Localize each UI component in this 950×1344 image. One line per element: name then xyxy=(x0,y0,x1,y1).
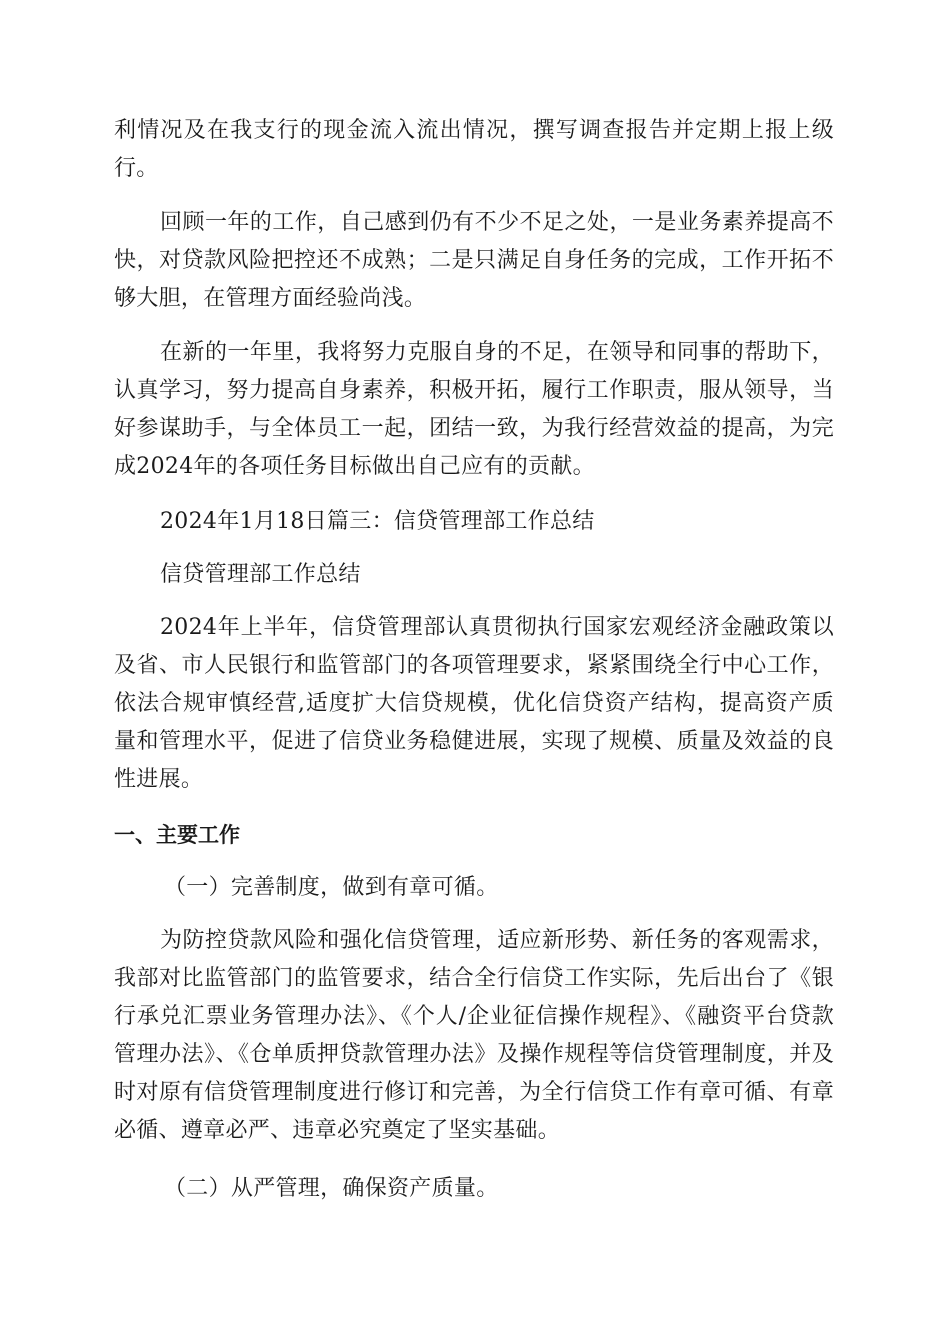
section-heading: 一、主要工作 xyxy=(114,823,240,847)
subheading-2: （二）从严管理，确保资产质量。 xyxy=(164,1176,499,1201)
paragraph-3: 在新的一年里，我将努力克服自身的不足，在领导和同事的帮助下，认真学习，努力提高自身素养，积极开拓，履行工作职责，服从领导，当好参谋助手，与全体员工一起，团结一致，为我行经营效益的提高，为完成2024年的各项任务目标做出自己应有的贡献。 xyxy=(114,340,834,479)
subheading-1: （一）完善制度，做到有章可循。 xyxy=(164,875,499,900)
paragraph-6: 2024年上半年，信贷管理部认真贯彻执行国家宏观经济金融政策以及省、市人民银行和监管部门的各项管理要求，紧紧围绕全行中心工作，依法合规审慎经营,适度扩大信贷规模，优化信贷资产结构，提高资产质量和管理水平，促进了信贷业务稳健进展，实现了规模、质量及效益的良性进展。 xyxy=(114,615,834,792)
paragraph-7: 为防控贷款风险和强化信贷管理，适应新形势、新任务的客观需求，我部对比监管部门的监管要求，结合全行信贷工作实际，先后出台了《银行承兑汇票业务管理办法》、《个人/企业征信操作规程》、《融资平台贷款管理办法》、《仓单质押贷款管理办法》及操作规程等信贷管理制度，并及时对原有信贷管理制度进行修订和完善，为全行信贷工作有章可循、有章必循、遵章必严、违章必究奠定了坚实基础。 xyxy=(114,928,834,1143)
paragraph-1: 利情况及在我支行的现金流入流出情况，撰写调查报告并定期上报上级行。 xyxy=(114,118,834,181)
paragraph-4: 2024年1月18日篇三：信贷管理部工作总结 xyxy=(160,509,595,534)
paragraph-5: 信贷管理部工作总结 xyxy=(160,562,361,587)
paragraph-2: 回顾一年的工作，自己感到仍有不少不足之处，一是业务素养提高不快，对贷款风险把控还不成熟；二是只满足自身任务的完成，工作开拓不够大胆，在管理方面经验尚浅。 xyxy=(114,210,834,311)
